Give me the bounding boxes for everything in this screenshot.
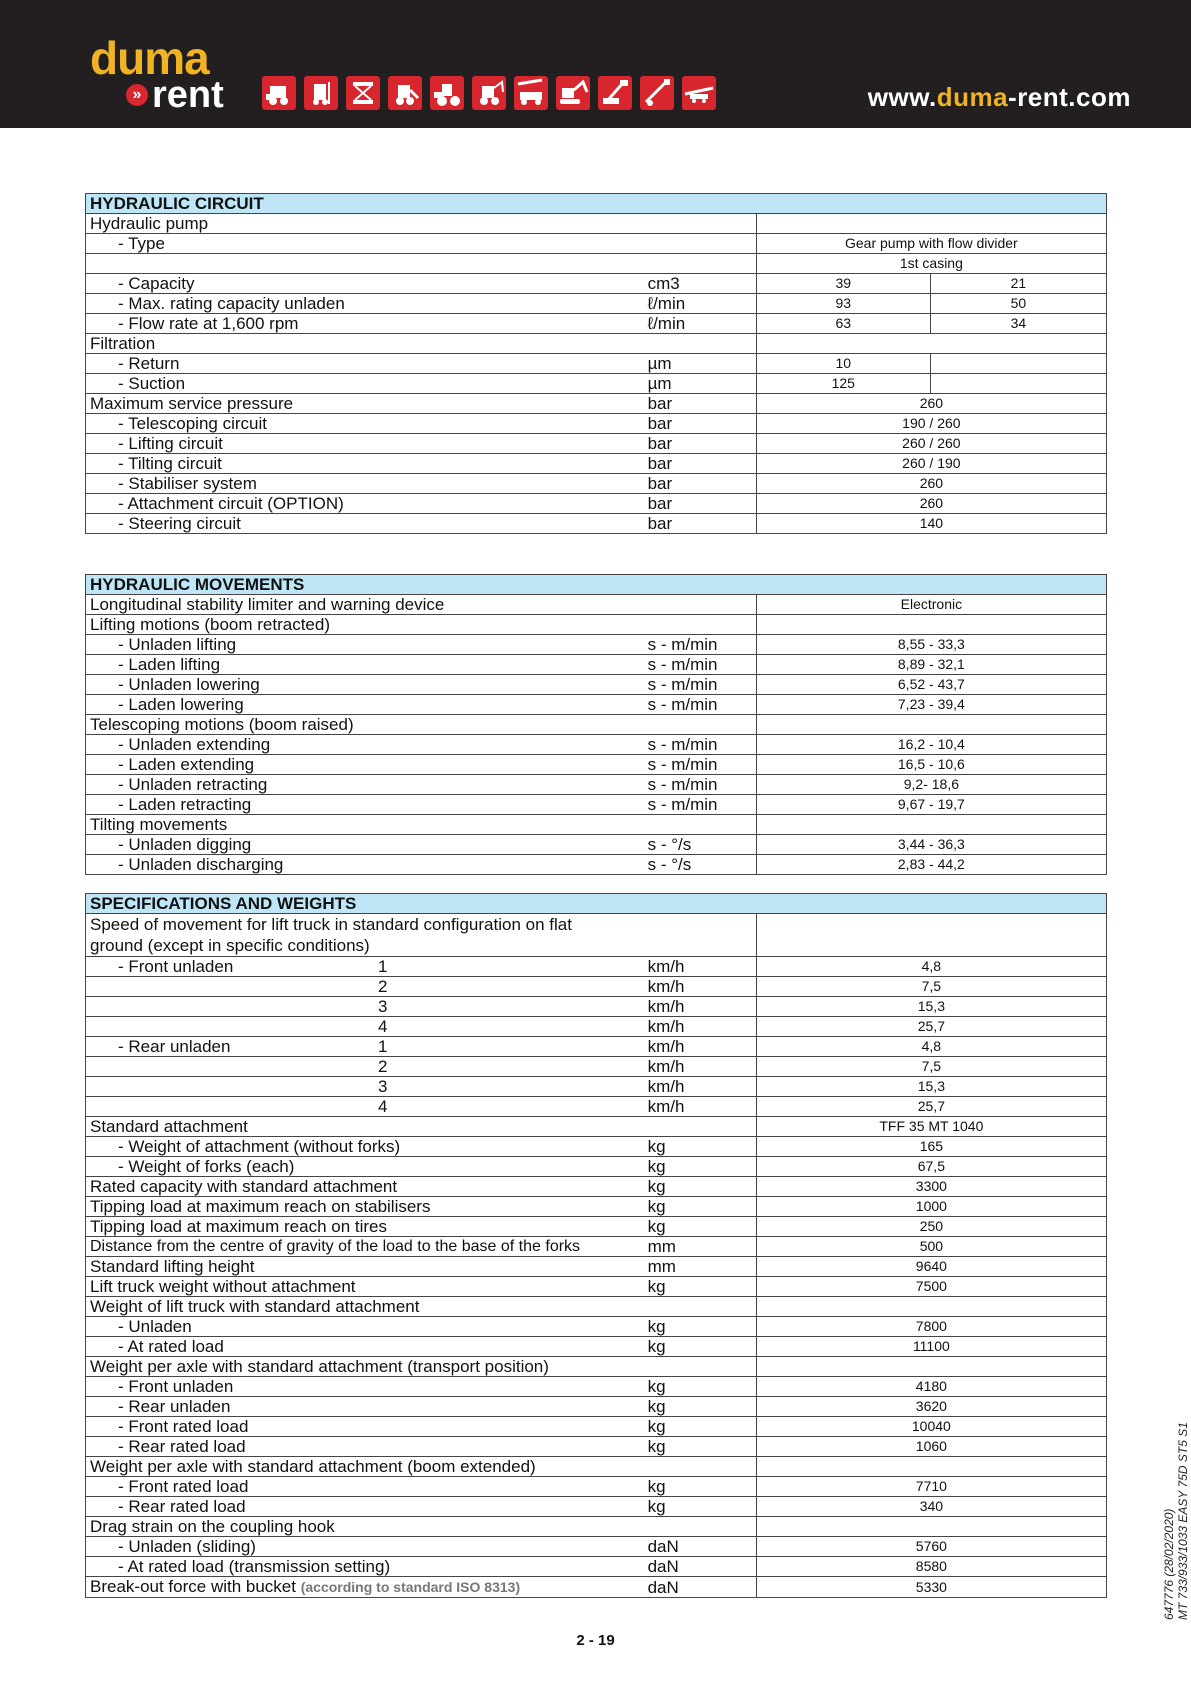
truck-crane-icon xyxy=(514,76,548,110)
row-value: 15,3 xyxy=(756,1077,1106,1097)
row-unit: kg xyxy=(644,1317,757,1337)
row-label: Filtration xyxy=(86,334,644,354)
table-row xyxy=(86,635,1107,655)
gear-number: 2 xyxy=(378,1057,388,1076)
row-unit: kg xyxy=(644,1417,757,1437)
page-header xyxy=(0,0,1191,128)
gear-number: 4 xyxy=(378,1097,388,1116)
row-value: 8,55 - 33,3 xyxy=(756,635,1106,655)
table-row xyxy=(86,1017,1107,1037)
row-value: 2,83 - 44,2 xyxy=(756,855,1106,875)
row-label: - Unladen retracting xyxy=(86,775,644,795)
row-value: 6,52 - 43,7 xyxy=(756,675,1106,695)
table-row xyxy=(86,514,1107,534)
row-label xyxy=(86,977,644,997)
row-unit: kg xyxy=(644,1497,757,1517)
row-value: Gear pump with flow divider xyxy=(756,234,1106,254)
row-label: - Suction xyxy=(86,374,644,394)
row-unit: cm3 xyxy=(644,274,757,294)
row-unit: bar xyxy=(644,494,757,514)
row-unit: bar xyxy=(644,474,757,494)
aerial-platform-icon xyxy=(682,76,716,110)
row-label: Longitudinal stability limiter and warning device xyxy=(86,595,644,615)
skid-steer-icon xyxy=(262,76,296,110)
row-unit: bar xyxy=(644,454,757,474)
row-value: 1st casing xyxy=(756,254,1106,274)
row-unit: s - m/min xyxy=(644,735,757,755)
row-label: - Unladen lowering xyxy=(86,675,644,695)
row-unit: kg xyxy=(644,1137,757,1157)
row-label: - Weight of forks (each) xyxy=(86,1157,644,1177)
row-label: Lifting motions (boom retracted) xyxy=(86,615,644,635)
mini-loader-icon xyxy=(388,76,422,110)
row-value: 340 xyxy=(756,1497,1106,1517)
row-label xyxy=(86,997,644,1017)
row-value: 34 xyxy=(930,314,1106,334)
row-value: 260 / 190 xyxy=(756,454,1106,474)
row-value: 7,5 xyxy=(756,1057,1106,1077)
table-row xyxy=(86,1117,1107,1137)
row-value: 63 xyxy=(756,314,930,334)
speed-label-line2: ground (except in specific conditions) xyxy=(90,936,370,955)
row-label: Rated capacity with standard attachment xyxy=(86,1177,644,1197)
logo-chevron-icon: » xyxy=(126,84,148,106)
row-unit: µm xyxy=(644,354,757,374)
boom-lift-icon xyxy=(598,76,632,110)
table-row xyxy=(86,855,1107,875)
row-unit: s - m/min xyxy=(644,635,757,655)
row-unit: km/h xyxy=(644,1017,757,1037)
table-row xyxy=(86,1077,1107,1097)
row-value: 260 xyxy=(756,494,1106,514)
table-row xyxy=(86,655,1107,675)
table-row xyxy=(86,695,1107,715)
row-label: - Unladen lifting xyxy=(86,635,644,655)
row-label: - Flow rate at 1,600 rpm xyxy=(86,314,644,334)
website-prefix: www. xyxy=(867,82,937,112)
table-row xyxy=(86,595,1107,615)
row-value: 25,7 xyxy=(756,1097,1106,1117)
row-label xyxy=(86,1037,644,1057)
row-label: Standard lifting height xyxy=(86,1257,644,1277)
row-label: - Steering circuit xyxy=(86,514,644,534)
document-code-line2: MT 733/933/1033 EASY 75D ST5 S1 xyxy=(1176,1422,1190,1620)
row-label: - Rear rated load xyxy=(86,1497,644,1517)
scissor-lift-icon xyxy=(346,76,380,110)
row-label: - Unladen extending xyxy=(86,735,644,755)
gear-number: 1 xyxy=(378,1037,388,1056)
hydraulic-circuit-table xyxy=(85,193,1107,534)
speed-label-line1: Speed of movement for lift truck in standard configuration on flat xyxy=(90,915,572,934)
table-row xyxy=(86,957,1107,977)
backhoe-icon xyxy=(472,76,506,110)
excavator-icon xyxy=(556,76,590,110)
table-row xyxy=(86,1437,1107,1457)
row-value: 39 xyxy=(756,274,930,294)
row-unit: km/h xyxy=(644,1077,757,1097)
row-label: - Unladen digging xyxy=(86,835,644,855)
row-unit: s - °/s xyxy=(644,835,757,855)
row-unit: bar xyxy=(644,414,757,434)
row-unit: bar xyxy=(644,434,757,454)
row-unit: s - °/s xyxy=(644,855,757,875)
row-unit: mm xyxy=(644,1257,757,1277)
table-row xyxy=(86,1557,1107,1577)
row-value: TFF 35 MT 1040 xyxy=(756,1117,1106,1137)
row-value: Electronic xyxy=(756,595,1106,615)
website-accent: duma xyxy=(936,82,1009,112)
row-value: 4,8 xyxy=(756,957,1106,977)
table-row xyxy=(86,1217,1107,1237)
table-row xyxy=(86,474,1107,494)
row-label xyxy=(86,1097,644,1117)
row-unit: s - m/min xyxy=(644,795,757,815)
row-value: 140 xyxy=(756,514,1106,534)
website-link[interactable] xyxy=(868,82,1131,113)
row-value: 260 xyxy=(756,474,1106,494)
row-label: - Lifting circuit xyxy=(86,434,644,454)
row-value: 165 xyxy=(756,1137,1106,1157)
row-label: - Capacity xyxy=(86,274,644,294)
row-unit: bar xyxy=(644,394,757,414)
table-row xyxy=(86,997,1107,1017)
row-label: Standard attachment xyxy=(86,1117,644,1137)
row-label: - Laden lowering xyxy=(86,695,644,715)
row-label: - Attachment circuit (OPTION) xyxy=(86,494,644,514)
row-value: 7500 xyxy=(756,1277,1106,1297)
row-value: 21 xyxy=(930,274,1106,294)
table-row xyxy=(86,494,1107,514)
table-row xyxy=(86,1257,1107,1277)
speed-label: - Front unladen xyxy=(118,957,234,976)
row-unit: kg xyxy=(644,1277,757,1297)
row-unit: s - m/min xyxy=(644,755,757,775)
row-label: - Unladen xyxy=(86,1317,644,1337)
row-unit: kg xyxy=(644,1197,757,1217)
row-unit: kg xyxy=(644,1217,757,1237)
row-value: 93 xyxy=(756,294,930,314)
row-label: Drag strain on the coupling hook xyxy=(86,1517,644,1537)
row-unit: km/h xyxy=(644,957,757,977)
row-label: - Weight of attachment (without forks) xyxy=(86,1137,644,1157)
row-unit: kg xyxy=(644,1377,757,1397)
row-value: 4180 xyxy=(756,1377,1106,1397)
row-label: Weight per axle with standard attachment (transport position) xyxy=(86,1357,644,1377)
hydraulic-movements-table xyxy=(85,574,1107,875)
row-unit: µm xyxy=(644,374,757,394)
page-number: 2 - 19 xyxy=(576,1632,615,1649)
row-value: 3,44 - 36,3 xyxy=(756,835,1106,855)
row-unit: s - m/min xyxy=(644,775,757,795)
document-code-line1: 647776 (28/02/2020) xyxy=(1162,1508,1176,1620)
table-row xyxy=(86,1477,1107,1497)
table-row xyxy=(86,1097,1107,1117)
table-row xyxy=(86,454,1107,474)
row-unit: daN xyxy=(644,1557,757,1577)
table-row xyxy=(86,1177,1107,1197)
table-row xyxy=(86,795,1107,815)
row-value: 16,5 - 10,6 xyxy=(756,755,1106,775)
table-row xyxy=(86,1037,1107,1057)
gear-number: 4 xyxy=(378,1017,388,1036)
row-value: 3620 xyxy=(756,1397,1106,1417)
row-value: 4,8 xyxy=(756,1037,1106,1057)
row-value: 5760 xyxy=(756,1537,1106,1557)
row-label: - Front rated load xyxy=(86,1477,644,1497)
speed-label: - Rear unladen xyxy=(118,1037,231,1056)
table-row xyxy=(86,1417,1107,1437)
telehandler-icon xyxy=(640,76,674,110)
row-value: 500 xyxy=(756,1237,1106,1257)
specifications-weights-table xyxy=(85,893,1107,1598)
table-row xyxy=(86,1337,1107,1357)
row-label: - Laden lifting xyxy=(86,655,644,675)
table-row xyxy=(86,1317,1107,1337)
row-label: Lift truck weight without attachment xyxy=(86,1277,644,1297)
row-label: - At rated load (transmission setting) xyxy=(86,1557,644,1577)
row-unit: km/h xyxy=(644,997,757,1017)
row-label: Tipping load at maximum reach on stabilisers xyxy=(86,1197,644,1217)
row-unit: km/h xyxy=(644,1057,757,1077)
wheel-loader-icon xyxy=(430,76,464,110)
table-row xyxy=(86,1197,1107,1217)
row-unit: s - m/min xyxy=(644,675,757,695)
table-row xyxy=(86,1397,1107,1417)
row-unit: kg xyxy=(644,1477,757,1497)
row-unit: bar xyxy=(644,514,757,534)
gear-number: 3 xyxy=(378,1077,388,1096)
table-row xyxy=(86,1237,1107,1257)
table-row xyxy=(86,274,1107,294)
row-label: - Tilting circuit xyxy=(86,454,644,474)
row-unit: s - m/min xyxy=(644,655,757,675)
table-row xyxy=(86,755,1107,775)
row-label: Maximum service pressure xyxy=(86,394,644,414)
row-value: 67,5 xyxy=(756,1157,1106,1177)
table-row xyxy=(86,374,1107,394)
row-label: Distance from the centre of gravity of the load to the base of the forks xyxy=(86,1237,644,1257)
row-label: - Laden extending xyxy=(86,755,644,775)
logo-rent-text: rent xyxy=(152,74,224,116)
row-label: - Front rated load xyxy=(86,1417,644,1437)
row-unit: kg xyxy=(644,1157,757,1177)
row-label: - Unladen discharging xyxy=(86,855,644,875)
row-label: - Max. rating capacity unladen xyxy=(86,294,644,314)
gear-number: 1 xyxy=(378,957,388,976)
row-unit: daN xyxy=(644,1577,757,1598)
row-value: 8,89 - 32,1 xyxy=(756,655,1106,675)
row-value: 1060 xyxy=(756,1437,1106,1457)
website-suffix: -rent.com xyxy=(1008,82,1131,112)
row-label: - Stabiliser system xyxy=(86,474,644,494)
row-value: 8580 xyxy=(756,1557,1106,1577)
table-row xyxy=(86,434,1107,454)
row-value: 9640 xyxy=(756,1257,1106,1277)
table-row xyxy=(86,1377,1107,1397)
row-label xyxy=(86,914,644,957)
row-unit: km/h xyxy=(644,1097,757,1117)
row-label: Telescoping motions (boom raised) xyxy=(86,715,644,735)
table-row xyxy=(86,1157,1107,1177)
row-label xyxy=(86,1017,644,1037)
row-label: - Front unladen xyxy=(86,1377,644,1397)
section-title: SPECIFICATIONS AND WEIGHTS xyxy=(86,894,1107,914)
row-unit: kg xyxy=(644,1397,757,1417)
gear-number: 2 xyxy=(378,977,388,996)
row-label: Tilting movements xyxy=(86,815,644,835)
row-label: - Telescoping circuit xyxy=(86,414,644,434)
row-value: 9,2- 18,6 xyxy=(756,775,1106,795)
row-label xyxy=(86,1577,644,1598)
row-label: Weight per axle with standard attachment (boom extended) xyxy=(86,1457,644,1477)
row-unit: kg xyxy=(644,1437,757,1457)
table-row xyxy=(86,835,1107,855)
row-value: 190 / 260 xyxy=(756,414,1106,434)
row-unit: km/h xyxy=(644,977,757,997)
row-unit: daN xyxy=(644,1537,757,1557)
table-row xyxy=(86,1137,1107,1157)
table-row xyxy=(86,1277,1107,1297)
document-code xyxy=(1162,1422,1190,1620)
row-unit: mm xyxy=(644,1237,757,1257)
row-label xyxy=(86,957,644,977)
table-row xyxy=(86,1057,1107,1077)
row-label: - Unladen (sliding) xyxy=(86,1537,644,1557)
row-unit: kg xyxy=(644,1337,757,1357)
table-row xyxy=(86,1577,1107,1598)
row-label: - Return xyxy=(86,354,644,374)
section-title: HYDRAULIC CIRCUIT xyxy=(86,194,1107,214)
row-label: Weight of lift truck with standard attachment xyxy=(86,1297,644,1317)
row-value: 10 xyxy=(756,354,930,374)
row-value: 7800 xyxy=(756,1317,1106,1337)
row-value: 16,2 - 10,4 xyxy=(756,735,1106,755)
row-unit: kg xyxy=(644,1177,757,1197)
section-title: HYDRAULIC MOVEMENTS xyxy=(86,575,1107,595)
row-value: 125 xyxy=(756,374,930,394)
row-value: 15,3 xyxy=(756,997,1106,1017)
table-row xyxy=(86,1497,1107,1517)
table-row xyxy=(86,294,1107,314)
row-value: 9,67 - 19,7 xyxy=(756,795,1106,815)
row-label: Tipping load at maximum reach on tires xyxy=(86,1217,644,1237)
table-row xyxy=(86,775,1107,795)
table-row xyxy=(86,354,1107,374)
gear-number: 3 xyxy=(378,997,388,1016)
row-value: 10040 xyxy=(756,1417,1106,1437)
row-label: - Laden retracting xyxy=(86,795,644,815)
row-label: - Type xyxy=(86,234,644,254)
table-row xyxy=(86,977,1107,997)
row-value: 7,5 xyxy=(756,977,1106,997)
iso-standard-note: (according to standard ISO 8313) xyxy=(300,1579,521,1595)
row-value: 5330 xyxy=(756,1577,1106,1598)
table-row xyxy=(86,414,1107,434)
table-row xyxy=(86,394,1107,414)
row-value: 250 xyxy=(756,1217,1106,1237)
table-row xyxy=(86,675,1107,695)
row-unit: ℓ/min xyxy=(644,294,757,314)
row-label: - Rear unladen xyxy=(86,1397,644,1417)
row-value: 7710 xyxy=(756,1477,1106,1497)
row-value: 50 xyxy=(930,294,1106,314)
row-label: - Rear rated load xyxy=(86,1437,644,1457)
duma-rent-logo[interactable] xyxy=(90,32,240,118)
row-label: Hydraulic pump xyxy=(86,214,644,234)
row-label xyxy=(86,1077,644,1097)
row-value: 1000 xyxy=(756,1197,1106,1217)
forklift-icon xyxy=(304,76,338,110)
row-label: - At rated load xyxy=(86,1337,644,1357)
row-value: 260 xyxy=(756,394,1106,414)
table-row xyxy=(86,314,1107,334)
row-unit: km/h xyxy=(644,1037,757,1057)
logo-duma-text: duma xyxy=(90,32,209,84)
row-unit: ℓ/min xyxy=(644,314,757,334)
row-value: 11100 xyxy=(756,1337,1106,1357)
row-label xyxy=(86,1057,644,1077)
row-value: 7,23 - 39,4 xyxy=(756,695,1106,715)
table-row xyxy=(86,735,1107,755)
breakout-label: Break-out force with bucket xyxy=(90,1577,296,1596)
row-value: 25,7 xyxy=(756,1017,1106,1037)
row-value: 3300 xyxy=(756,1177,1106,1197)
table-row xyxy=(86,1537,1107,1557)
row-unit: s - m/min xyxy=(644,695,757,715)
row-value: 260 / 260 xyxy=(756,434,1106,454)
